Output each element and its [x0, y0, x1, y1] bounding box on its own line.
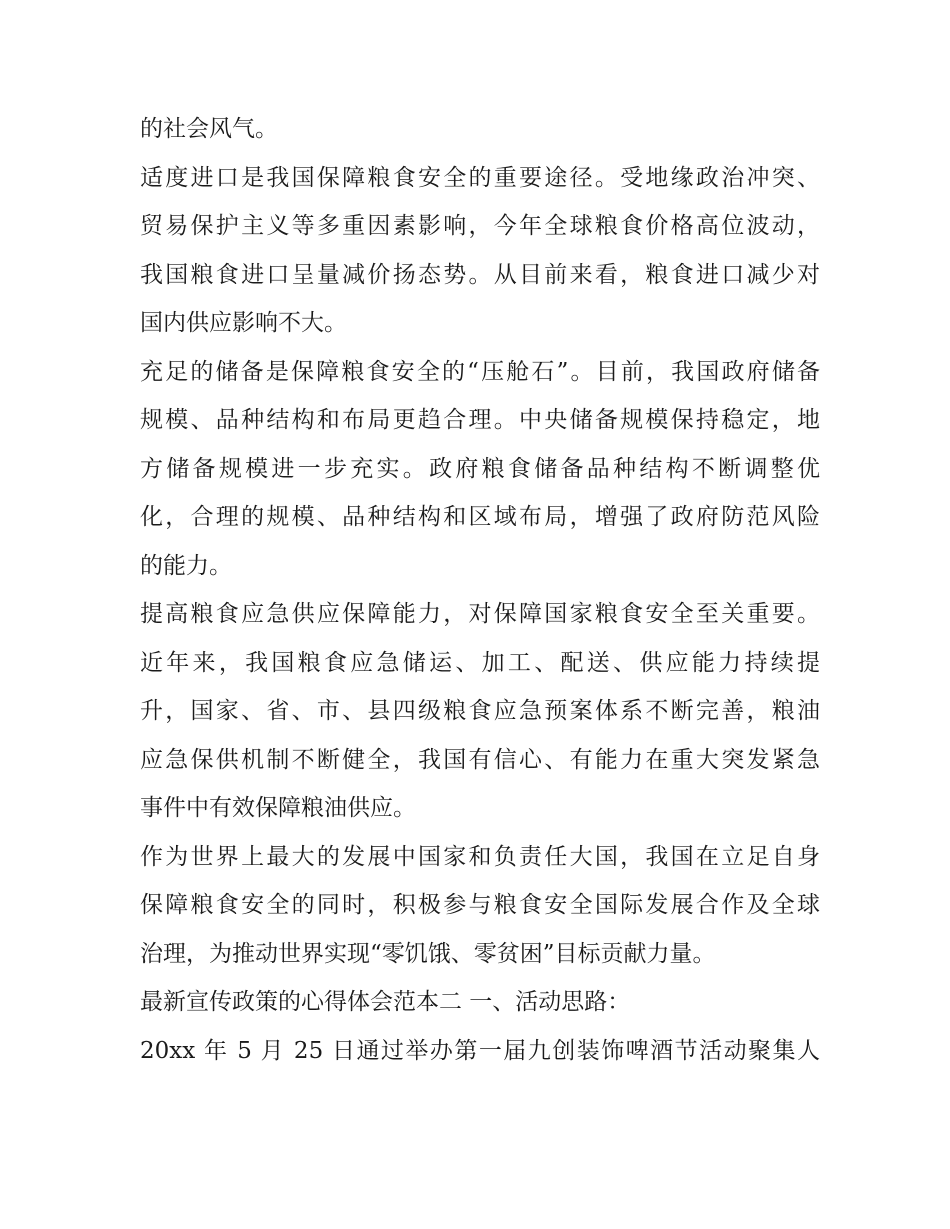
text-line: 方储备规模进一步充实。政府粮食储备品种结构不断调整优	[140, 455, 820, 482]
text-line: 作为世界上最大的发展中国家和负责任大国，我国在立足自身	[140, 843, 820, 870]
text-line: 规模、品种结构和布局更趋合理。中央储备规模保持稳定，地	[140, 407, 820, 433]
body-text	[140, 105, 820, 1075]
text-line: 的社会风气。	[140, 116, 278, 142]
text-line: 升，国家、省、市、县四级粮食应急预案体系不断完善，粮油	[140, 698, 820, 724]
text-line: 事件中有效保障粮油供应。	[140, 795, 416, 821]
text-line: 国内供应影响不大。	[140, 310, 347, 336]
text-line: 提高粮食应急供应保障能力，对保障国家粮食安全至关重要。	[140, 601, 820, 627]
text-line: 充足的储备是保障粮食安全的“压舱石”。目前，我国政府储备	[140, 358, 820, 385]
text-line: 近年来，我国粮食应急储运、加工、配送、供应能力持续提	[140, 649, 820, 676]
text-line: 的能力。	[140, 552, 232, 579]
text-line: 贸易保护主义等多重因素影响，今年全球粮食价格高位波动，	[140, 213, 820, 239]
text-line: 我国粮食进口呈量减价扬态势。从目前来看，粮食进口减少对	[140, 261, 820, 288]
text-line: 应急保供机制不断健全，我国有信心、有能力在重大突发紧急	[140, 746, 820, 773]
text-line: 最新宣传政策的心得体会范本二 一、活动思路：	[140, 989, 631, 1015]
text-line: 治理，为推动世界实现“零饥饿、零贫困”目标贡献力量。	[140, 940, 716, 967]
text-line: 适度进口是我国保障粮食安全的重要途径。受地缘政治冲突、	[140, 164, 820, 191]
text-line: 保障粮食安全的同时，积极参与粮食安全国际发展合作及全球	[140, 892, 820, 918]
text-line: 化，合理的规模、品种结构和区域布局，增强了政府防范风险	[140, 504, 820, 530]
text-line: 20xx 年 5 月 25 日通过举办第一届九创装饰啤酒节活动聚集人	[140, 1037, 820, 1064]
